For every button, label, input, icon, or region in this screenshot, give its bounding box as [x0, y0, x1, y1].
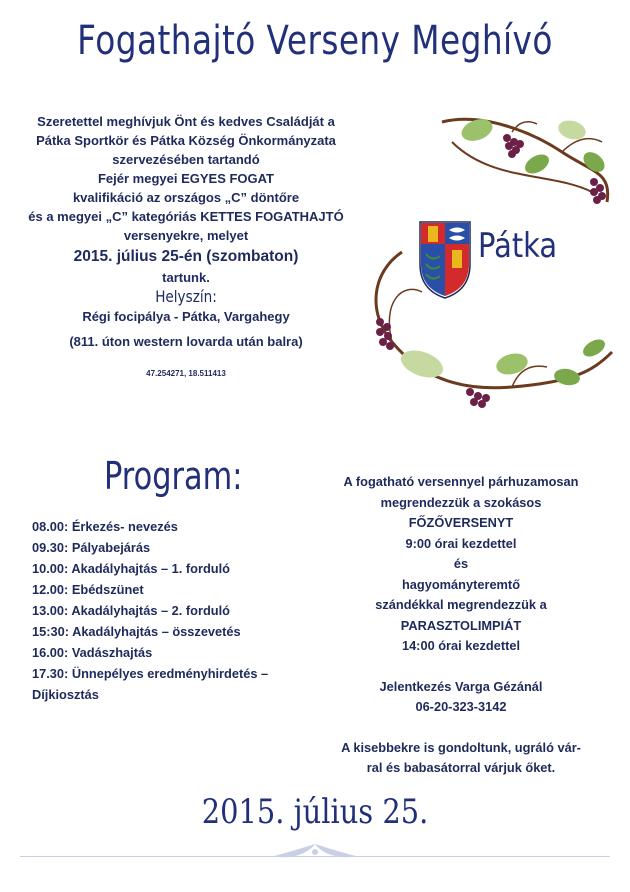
invite-closing: tartunk. [162, 270, 210, 285]
program-item: 10.00: Akadályhajtás – 1. forduló [32, 561, 230, 576]
invite-line: Szeretettel meghívjuk Önt és kedves Családját a [37, 114, 335, 129]
program-item: Díjkiosztás [32, 687, 99, 702]
side-line: hagyományteremtő [401, 576, 521, 592]
side-line: A fogatható versennyel párhuzamosan [343, 474, 579, 489]
program-item: 17.30: Ünnepélyes eredményhirdetés – [32, 666, 269, 681]
side-line: 9:00 órai kezdettel [405, 535, 517, 551]
invite-line: és a megyei „C” kategóriás KETTES FOGATHAJTÓ [28, 209, 344, 224]
side-events-text [316, 472, 606, 779]
phone-number: 06-20-323-3142 [415, 699, 507, 714]
program-list [32, 516, 322, 705]
program-title: Program: [104, 454, 243, 498]
route-text: (811. úton western lovarda után balra) [69, 334, 303, 349]
invitation-text [16, 112, 356, 379]
side-line: 14:00 órai kezdettel [401, 638, 521, 653]
ornament-icon [270, 840, 360, 864]
event-date: 2015. július 25. [201, 792, 429, 832]
program-item: 09.30: Pályabejárás [32, 540, 151, 555]
invite-line: versenyekre, melyet [123, 228, 249, 243]
side-line: szándékkal megrendezzük a [375, 597, 547, 612]
side-line: és [453, 556, 469, 571]
crest-icon [420, 222, 470, 298]
page-title: Fogathajtó Verseny Meghívó [77, 18, 553, 64]
location-text: Régi focipálya - Pátka, Vargahegy [82, 309, 290, 324]
registration-text: Jelentkezés Varga Gézánál [379, 678, 543, 694]
kids-line: A kisebbekre is gondoltunk, ugráló vár- [341, 739, 581, 755]
side-line: PARASZTOLIMPIÁT [400, 617, 522, 633]
invite-line: Pátka Sportkör és Pátka Község Önkormányzata [36, 133, 336, 148]
invite-line: kvalifikáció az országos „C” döntőre [72, 190, 300, 205]
side-line: megrendezzük a szokásos [380, 494, 542, 510]
side-line: FŐZŐVERSENYT [408, 515, 514, 530]
kids-line: ral és babasátorral várjuk őket. [366, 760, 556, 775]
program-item: 08.00: Érkezés- nevezés [32, 519, 178, 534]
program-item: 13.00: Akadályhajtás – 2. forduló [32, 603, 230, 618]
program-item: 12.00: Ebédszünet [32, 582, 144, 597]
location-label: Helyszín: [155, 287, 217, 306]
village-name: Pátka [478, 226, 558, 266]
invite-date: 2015. július 25-én (szombaton) [73, 248, 299, 265]
program-item: 16.00: Vadászhajtás [32, 645, 153, 660]
gps-coordinates: 47.254271, 18.511413 [146, 369, 226, 378]
invite-line: szervezésében tartandó [112, 152, 260, 167]
program-item: 15:30: Akadályhajtás – összevetés [32, 624, 241, 639]
invite-line: Fejér megyei EGYES FOGAT [97, 171, 275, 186]
